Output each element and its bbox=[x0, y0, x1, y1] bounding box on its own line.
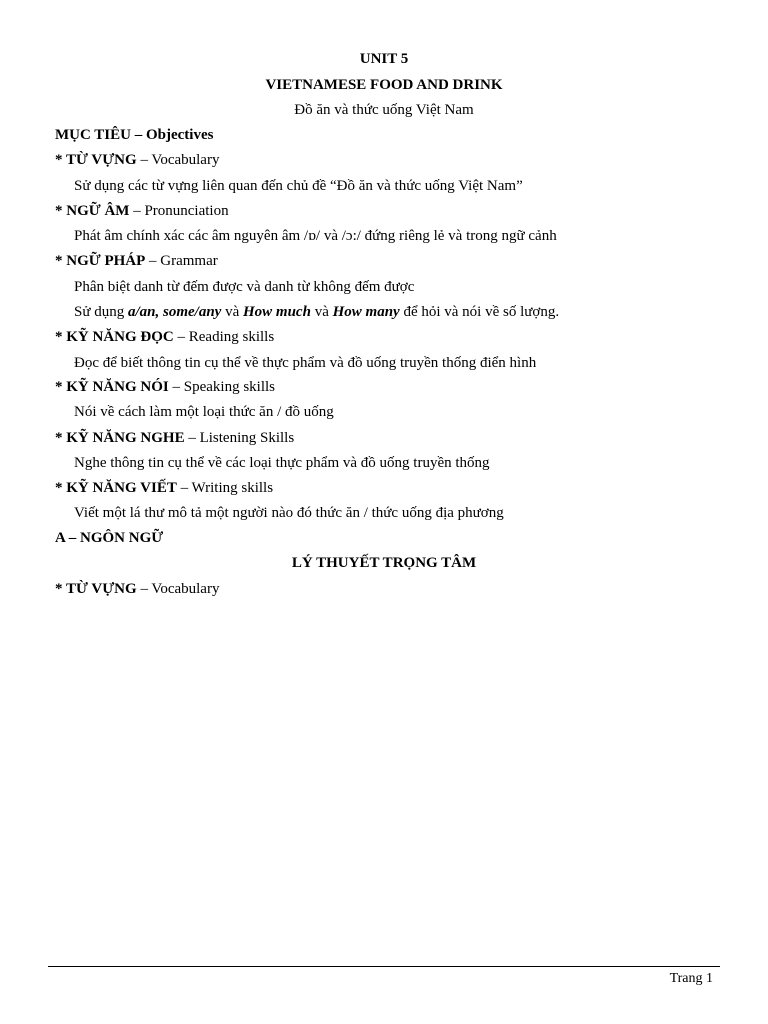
speaking-detail: Nói về cách làm một loại thức ăn / đồ uống bbox=[74, 404, 334, 420]
writing-heading bbox=[55, 480, 273, 497]
grammar-term-how-much: How much bbox=[243, 304, 311, 320]
unit-number: UNIT 5 bbox=[359, 51, 409, 67]
speaking-heading-bold: * KỸ NĂNG NÓI bbox=[55, 379, 169, 395]
vocabulary-detail: Sử dụng các từ vựng liên quan đến chủ đề “Đồ ăn và thức uống Việt Nam” bbox=[74, 178, 523, 194]
pronunciation-heading-bold: * NGỮ ÂM bbox=[55, 203, 130, 219]
section-a-vocabulary-bold: * TỪ VỰNG bbox=[55, 581, 137, 597]
grammar-detail-2 bbox=[74, 304, 559, 321]
listening-heading bbox=[55, 430, 294, 447]
unit-subtitle: Đồ ăn và thức uống Việt Nam bbox=[294, 102, 474, 118]
footer-divider bbox=[48, 966, 720, 967]
writing-heading-bold: * KỸ NĂNG VIẾT bbox=[55, 480, 177, 496]
grammar-detail-1: Phân biệt danh từ đếm được và danh từ không đếm được bbox=[74, 279, 415, 295]
grammar-heading bbox=[55, 253, 218, 270]
grammar-heading-bold: * NGỮ PHÁP bbox=[55, 253, 146, 269]
listening-detail: Nghe thông tin cụ thể về các loại thực phẩm và đồ uống truyền thống bbox=[74, 455, 490, 471]
reading-heading bbox=[55, 329, 274, 346]
grammar-detail-2-part: và bbox=[221, 304, 243, 320]
pronunciation-heading bbox=[55, 203, 229, 220]
listening-heading-rest: – Listening Skills bbox=[184, 430, 295, 446]
grammar-term-articles: a/an, some/any bbox=[127, 304, 222, 320]
unit-title: VIETNAMESE FOOD AND DRINK bbox=[265, 77, 503, 93]
listening-heading-bold: * KỸ NĂNG NGHE bbox=[55, 430, 185, 446]
speaking-heading-rest: – Speaking skills bbox=[168, 379, 276, 395]
vocabulary-heading-bold: * TỪ VỰNG bbox=[55, 152, 137, 168]
grammar-term-how-many: How many bbox=[332, 304, 400, 320]
reading-heading-bold: * KỸ NĂNG ĐỌC bbox=[55, 329, 174, 345]
theory-title: LÝ THUYẾT TRỌNG TÂM bbox=[291, 555, 477, 571]
reading-heading-rest: – Reading skills bbox=[173, 329, 275, 345]
section-a-heading: A – NGÔN NGỮ bbox=[55, 530, 164, 546]
writing-detail: Viết một lá thư mô tả một người nào đó thức ăn / thức uống địa phương bbox=[74, 505, 504, 521]
page-number: Trang 1 bbox=[669, 971, 713, 986]
vocabulary-heading-rest: – Vocabulary bbox=[136, 152, 220, 168]
grammar-detail-2-part: để hỏi và nói về số lượng. bbox=[399, 304, 560, 320]
writing-heading-rest: – Writing skills bbox=[176, 480, 274, 496]
grammar-detail-2-part: Sử dụng bbox=[74, 304, 128, 320]
speaking-heading bbox=[55, 379, 275, 396]
vocabulary-heading bbox=[55, 152, 219, 169]
pronunciation-heading-rest: – Pronunciation bbox=[129, 203, 229, 219]
section-a-vocabulary-heading bbox=[55, 581, 219, 598]
grammar-heading-rest: – Grammar bbox=[145, 253, 218, 269]
reading-detail: Đọc để biết thông tin cụ thể về thực phẩm và đồ uống truyền thống điển hình bbox=[74, 355, 537, 371]
objectives-heading: MỤC TIÊU – Objectives bbox=[55, 127, 214, 143]
pronunciation-detail: Phát âm chính xác các âm nguyên âm /ɒ/ và /ɔ:/ đứng riêng lẻ và trong ngữ cảnh bbox=[74, 228, 557, 244]
grammar-detail-2-part: và bbox=[310, 304, 333, 320]
section-a-vocabulary-rest: – Vocabulary bbox=[136, 581, 220, 597]
